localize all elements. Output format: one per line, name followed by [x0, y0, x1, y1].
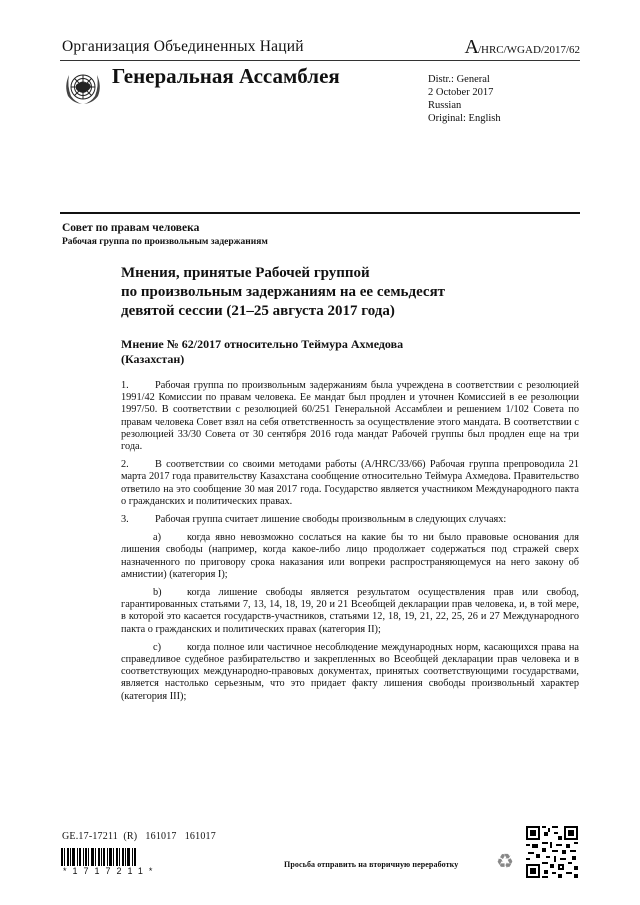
- barcode-number: *1717211*: [63, 866, 159, 876]
- document-title: [121, 264, 521, 321]
- general-assembly-title: Генеральная Ассамблея: [112, 64, 340, 88]
- distribution-block: [428, 73, 501, 125]
- organization-name: Организация Объединенных Наций: [62, 38, 304, 55]
- paragraph-text: Рабочая группа по произвольным задержаниям была учреждена в соответствии с резолюцией 1991/42 Комиссии по правам человека. Ее мандат был продлен и уточнен Комиссией в ее резолюции 1997/50. В соответствии с резолюцией 60/251 Генеральной Ассамблеи и решением 1/102 Совета по правам человека Совет взял на себя ответственность за осуществление этого мандата. В соответствии с резолюцией 33/30 Совета от 30 сентября 2016 года мандат Рабочей группы был продлен еще на три года.: [121, 380, 579, 453]
- subitem-text: когда полное или частичное несоблюдение международных норм, касающихся права на справедливое судебное разбирательство и закрепленных во Всеобщей декларации прав человека и в соответствующих международно-правовых документах, принятых соответствующими государствами, является настолько серьезным, что это придает факту лишения свободы произвольный характер (категория III);: [121, 641, 579, 702]
- subitem-text: когда явно невозможно сослаться на какие бы то ни было правовые основания для лишения свободы (например, когда какое-либо лицо продолжает содержаться под стражей сверх назначенного по приговору срока наказания или вопреки распространяющемуся на него закону об амнистии) (категория I);: [121, 532, 579, 580]
- subitem-label: b): [153, 587, 162, 599]
- language-line: Russian: [428, 100, 462, 111]
- paragraph-number: 1.: [121, 380, 129, 391]
- recycle-notice: Просьба отправить на вторичную переработку: [284, 860, 459, 869]
- paragraph: [121, 514, 579, 526]
- paragraph-text: В соответствии со своими методами работы (A/HRC/33/66) Рабочая группа препроводила 21 марта 2017 года правительству Казахстана сообщение относительно Теймура Ахмедова. Правительство ответило на это сообщение 30 мая 2017 года. Государство является участником Международного пакта о гражданских и политических правах.: [121, 459, 579, 507]
- symbol-rest: /HRC/WGAD/2017/62: [477, 44, 580, 56]
- opinion-line: (Казахстан): [121, 352, 185, 366]
- recycle-icon: ♻: [496, 851, 514, 873]
- title-line: Мнения, принятые Рабочей группой: [121, 265, 370, 281]
- job-number: GE.17-17211 (R) 161017 161017: [62, 831, 216, 842]
- document-body: [121, 380, 579, 709]
- paragraph: [121, 459, 579, 508]
- subitem: [121, 532, 579, 581]
- subitem: [121, 642, 579, 703]
- paragraph-text: Рабочая группа считает лишение свободы произвольным в следующих случаях:: [155, 514, 507, 526]
- paragraph-number: 2.: [121, 459, 129, 471]
- header-rule: [60, 60, 580, 61]
- opinion-line: Мнение № 62/2017 относительно Теймура Ахмедова: [121, 337, 404, 351]
- original-line: Original: English: [428, 113, 501, 124]
- opinion-heading: [121, 337, 541, 367]
- qr-code-icon: [526, 826, 578, 878]
- title-line: девятой сессии (21–25 августа 2017 года): [121, 303, 395, 319]
- subitem: [121, 587, 579, 636]
- barcode-icon: [61, 848, 157, 866]
- un-emblem-icon: [61, 66, 105, 110]
- document-symbol: [464, 36, 580, 59]
- distr-line: Distr.: General: [428, 74, 490, 85]
- council-heading: Совет по правам человека: [62, 222, 200, 234]
- title-line: по произвольным задержаниям на ее семьдесят: [121, 284, 446, 300]
- section-rule: [60, 212, 580, 214]
- subitem-label: a): [153, 532, 161, 544]
- working-group-heading: Рабочая группа по произвольным задержаниям: [62, 237, 268, 247]
- paragraph-number: 3.: [121, 514, 129, 526]
- date-line: 2 October 2017: [428, 87, 494, 98]
- subitem-label: c): [153, 641, 161, 653]
- paragraph: [121, 380, 579, 453]
- symbol-prefix: A: [464, 36, 478, 58]
- subitem-text: когда лишение свободы является результатом осуществления прав или свобод, гарантированных статьями 7, 13, 14, 18, 19, 20 и 21 Всеобщей декларации прав человека, и, в той мере, в которой это касается государств-участников, статьями 12, 18, 19, 21, 22, 25, 26 и 27 Международного пакта о гражданских и политических правах (категория II);: [121, 587, 579, 635]
